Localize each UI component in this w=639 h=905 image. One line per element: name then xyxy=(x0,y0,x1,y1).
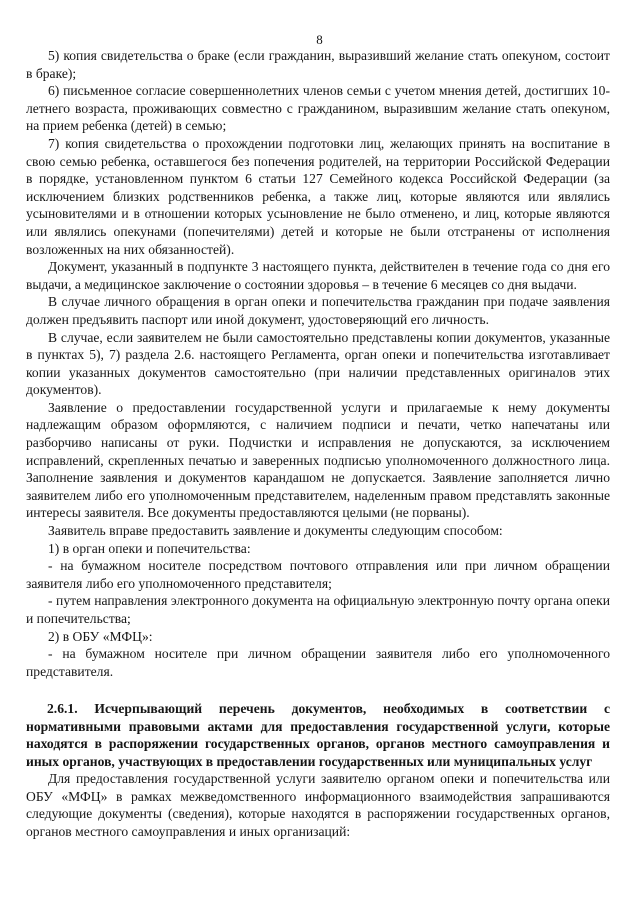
paragraph-copies: В случае, если заявителем не были самостоятельно представлены копии документов, указанные в пунктах 5), 7) раздела 2.6. настоящего Регламента, орган опеки и попечительства изготавливает копии указанных документов самостоятельно (при наличии представленных оригиналов этих документов). xyxy=(26,329,610,398)
paragraph-application-requirements: Заявление о предоставлении государственной услуги и прилагаемые к нему документы надлежащим образом оформляются, с наличием подписи и печати, четко напечатаны или разборчиво написаны от руки. Подчистки и исправления не допускаются, за исключением исправлений, скрепленных печатью и заверенных подписью уполномоченного должностного лица. Заполнение заявления и документов карандашом не допускается. Заявление заполняется лично заявителем либо его уполномоченным представителем, наделенным правом представлять законные интересы заявителя. Все документы предоставляются целыми (не порваны). xyxy=(26,399,610,521)
page-number: 8 xyxy=(316,32,323,47)
paragraph-item-7: 7) копия свидетельства о прохождении подготовки лиц, желающих принять на воспитание в свою семью ребенка, оставшегося без попечения родителей, на территории Российской Федерации в порядке, установленном пунктом 6 статьи 127 Семейного кодекса Российской Федерации (за исключением близких родственников ребенка, а также лиц, которые являются или являлись усыновителями и в отношении которых усыновление не было отменено, и лиц, которые являются или являлись опекунами (попечителями) детей и которые не были отстранены от исполнения возложенных на них обязанностей). xyxy=(26,135,610,257)
paragraph-paper-mail: - на бумажном носителе посредством почтового отправления или при личном обращении заявителя либо его уполномоченного представителя; xyxy=(26,558,610,591)
paragraph-submission-methods: Заявитель вправе предоставить заявление и документы следующим способом: xyxy=(48,523,503,539)
section-heading: 2.6.1. Исчерпывающий перечень документов, необходимых в соответствии с нормативными правовыми актами для предоставления государственной услуги, которые находятся в распоряжении государственных органов, органов местного самоуправления и иных органов, участвующих в предоставлении государственных или муниципальных услуг xyxy=(26,701,610,769)
section-paragraph: Для предоставления государственной услуги заявителю органом опеки и попечительства или ОБУ «МФЦ» в рамках межведомственного информационного взаимодействия запрашиваются следующие документы (сведения), которые находятся в распоряжении государственных органов, органов местного самоуправления и иных организаций: xyxy=(26,771,610,839)
paragraph-mfc: 2) в ОБУ «МФЦ»: xyxy=(48,628,153,644)
paragraph-mfc-paper: - на бумажном носителе при личном обращении заявителя либо его уполномоченного представителя. xyxy=(26,646,610,679)
paragraph-guardianship-body: 1) в орган опеки и попечительства: xyxy=(48,540,251,556)
paragraph-item-5: 5) копия свидетельства о браке (если гражданин, выразивший желание стать опекуном, состоит в браке); xyxy=(26,48,610,81)
paragraph-personal-appeal: В случае личного обращения в орган опеки и попечительства гражданин при подаче заявления должен предъявить паспорт или иной документ, удостоверяющий его личность. xyxy=(26,294,610,327)
paragraph-item-6: 6) письменное согласие совершеннолетних членов семьи с учетом мнения детей, достигших 10-летнего возраста, проживающих совместно с гражданином, выразившим желание стать опекуном, на прием ребенка (детей) в семью; xyxy=(26,83,610,134)
paragraph-electronic-mail: - путем направления электронного документа на официальную электронную почту органа опеки и попечительства; xyxy=(26,593,610,626)
paragraph-document-validity: Документ, указанный в подпункте 3 настоящего пункта, действителен в течение года со дня его выдачи, а медицинское заключение о состоянии здоровья – в течение 6 месяцев со дня выдачи. xyxy=(26,259,610,292)
document-body xyxy=(26,47,610,840)
